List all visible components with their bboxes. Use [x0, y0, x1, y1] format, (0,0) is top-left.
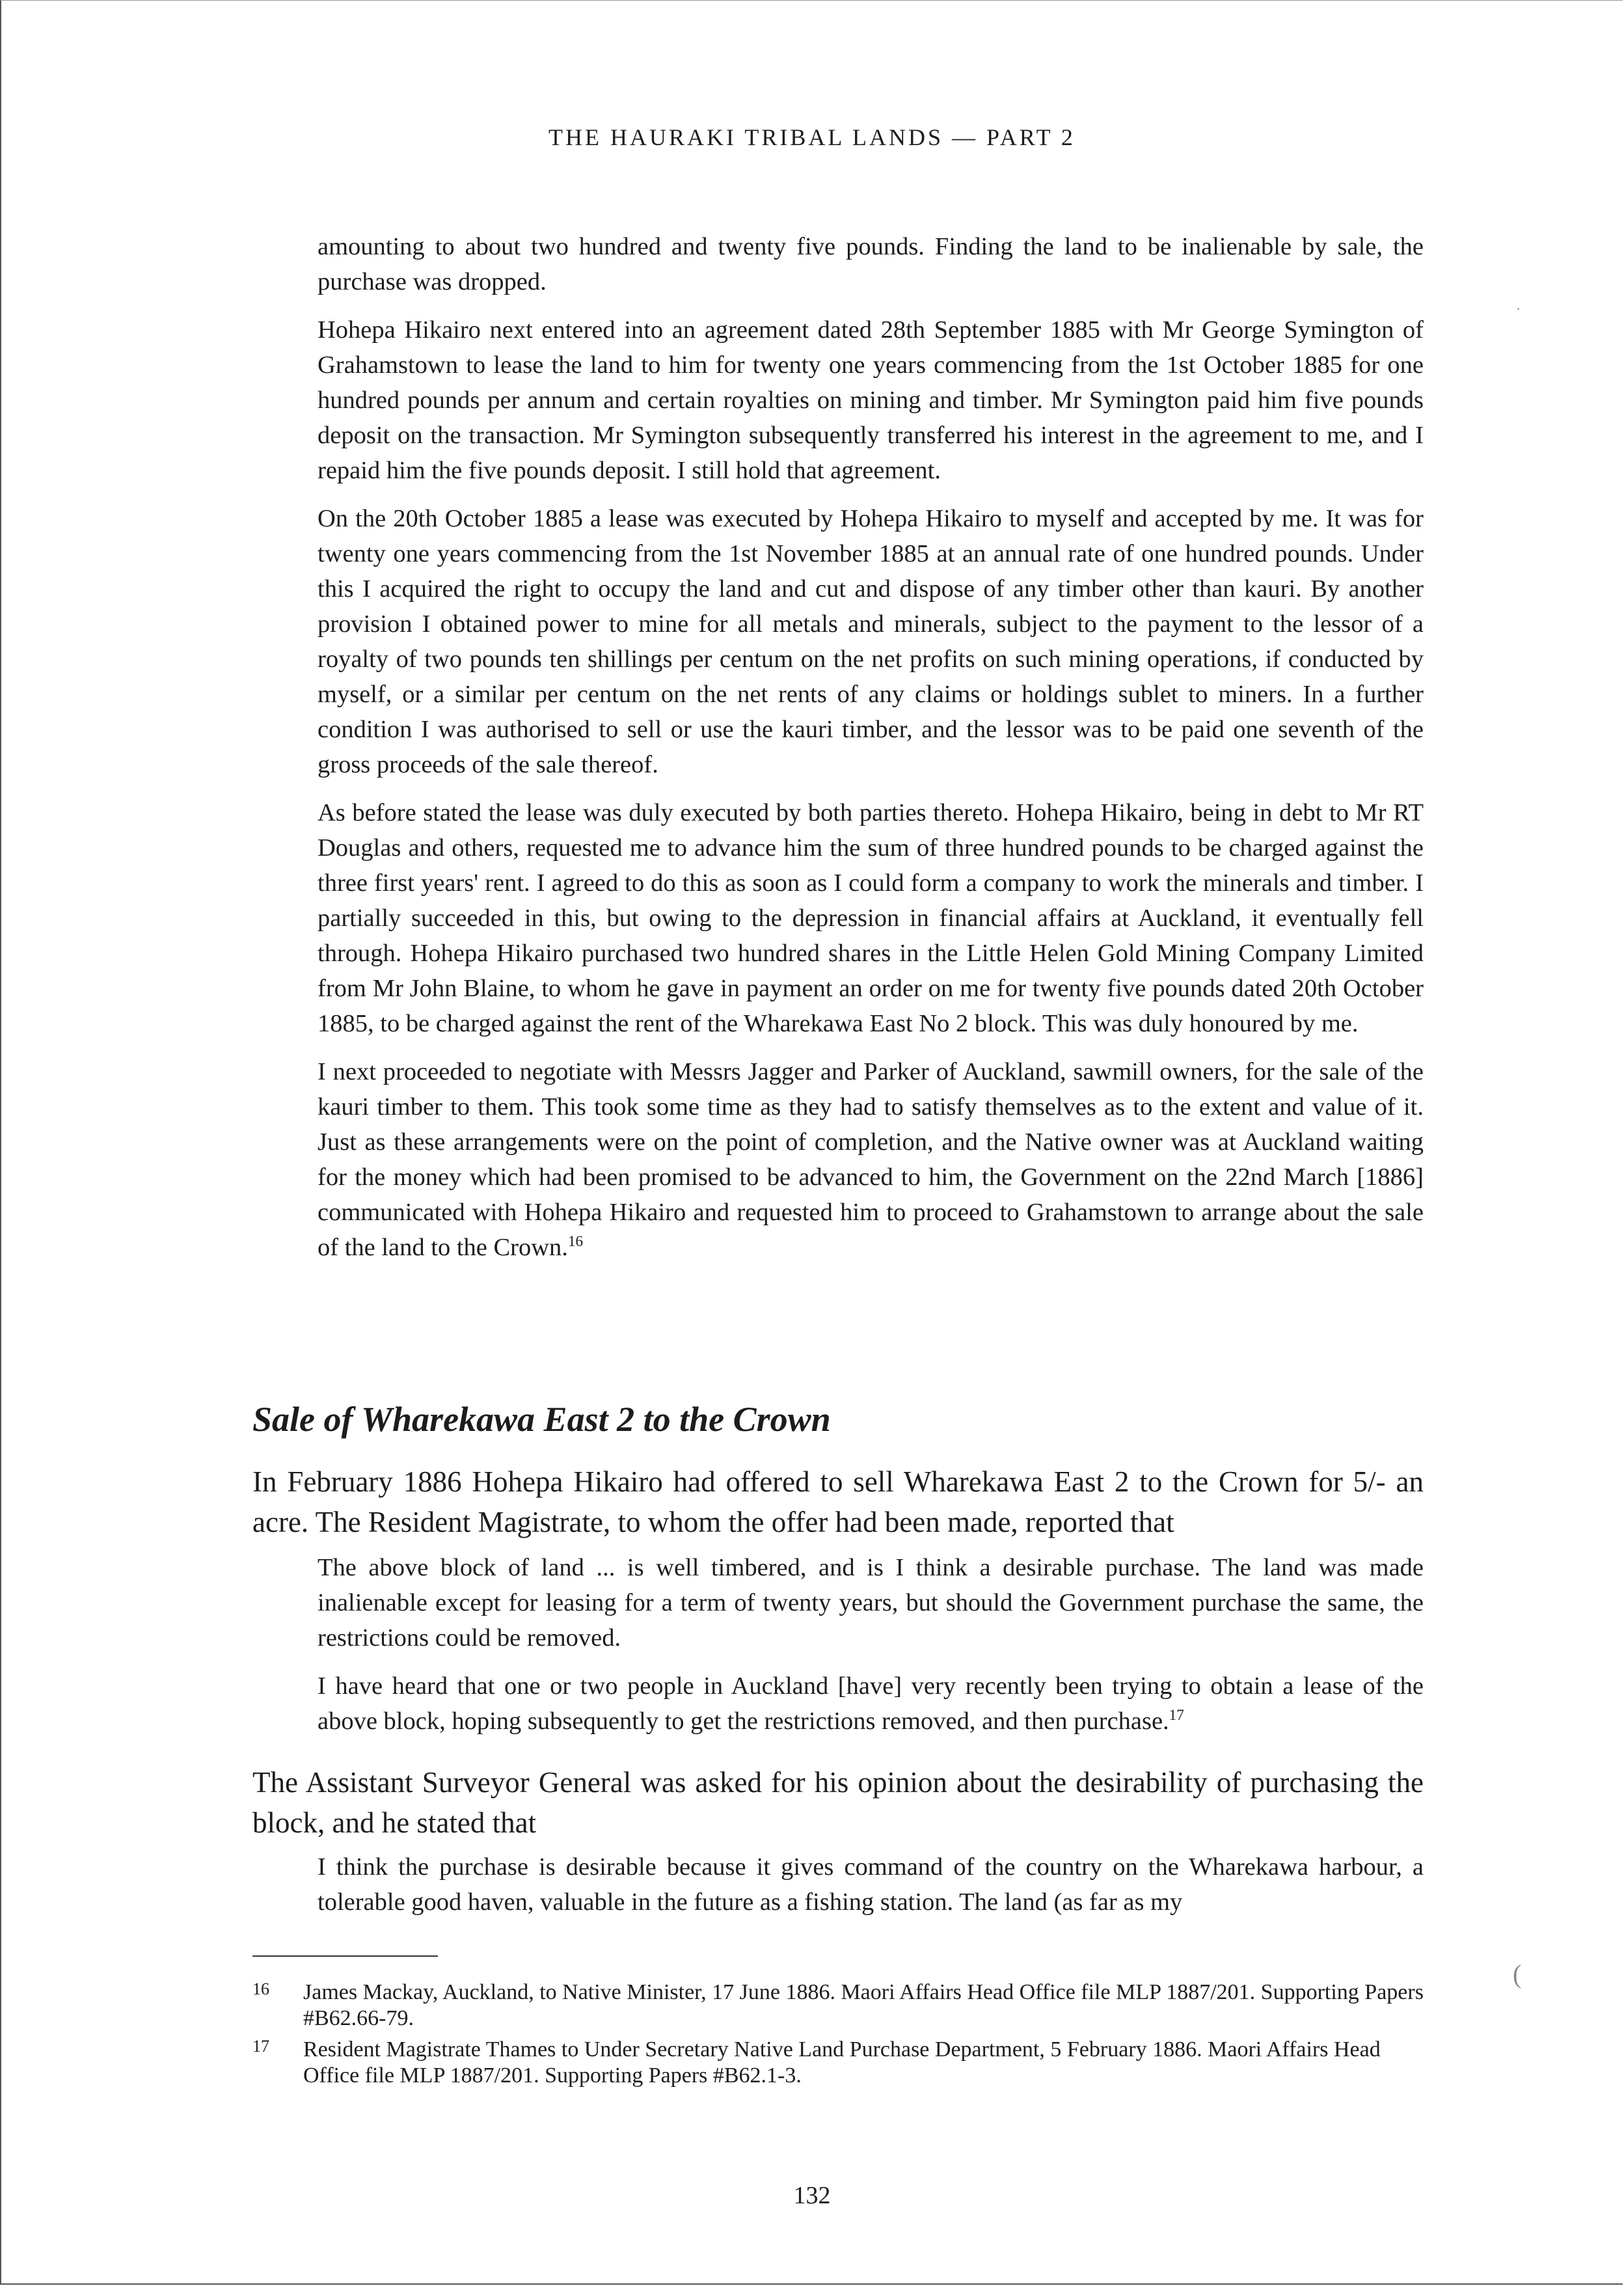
paragraph: As before stated the lease was duly executed by both parties thereto. Hohepa Hikairo, being in debt to Mr RT Douglas and others, requested me to advance him the sum of three hundred pounds to be charged against the three first years' rent. I agreed to do this as soon as I could form a company to work the minerals and timber. I partially succeeded in this, but owing to the depression in financial affairs at Auckland, it eventually fell through. Hohepa Hikairo purchased two hundred shares in the Little Helen Gold Mining Company Limited from Mr John Blaine, to whom he gave in payment an order on me for twenty five pounds dated 20th October 1885, to be charged against the rent of the Wharekawa East No 2 block. This was duly honoured by me.: [318, 799, 1424, 1037]
main-paragraph-2: [252, 1762, 1424, 1843]
footnote-text: Resident Magistrate Thames to Under Secretary Native Land Purchase Department, 5 February 1886. Maori Affairs Head Office file MLP 1887/201. Supporting Papers #B62.1-3.: [303, 2037, 1381, 2088]
paragraph: The Assistant Surveyor General was asked for his opinion about the desirability of purchasing the block, and he stated that: [252, 1766, 1424, 1839]
footnote-ref[interactable]: 17: [1169, 1706, 1184, 1724]
paragraph: On the 20th October 1885 a lease was executed by Hohepa Hikairo to myself and accepted by me. It was for twenty one years commencing from the 1st November 1885 at an annual rate of one hundred pounds. Under this I acquired the right to occupy the land and cut and dispose of any timber other than kauri. By another provision I obtained power to mine for all metals and minerals, subject to the payment to the lessor of a royalty of two pounds ten shillings per centum on the net profits on such mining operations, if conducted by myself, or a similar per centum on the net rents of any claims or holdings sublet to miners. In a further condition I was authorised to sell or use the kauri timber, and the lessor was to be paid one seventh of the gross proceeds of the sale thereof.: [318, 505, 1424, 778]
main-paragraph-1: [252, 1462, 1424, 1542]
paragraph: Hohepa Hikairo next entered into an agreement dated 28th September 1885 with Mr George Symington of Grahamstown to lease the land to him for twenty one years commencing from the 1st October 1885 for one hundred pounds per annum and certain royalties on mining and timber. Mr Symington paid him five pounds deposit on the transaction. Mr Symington subsequently transferred his interest in the agreement to me, and I repaid him the five pounds deposit. I still hold that agreement.: [318, 316, 1424, 484]
paragraph-text: I next proceeded to negotiate with Messrs Jagger and Parker of Auckland, sawmill owners, for the sale of the kauri timber to them. This took some time as they had to satisfy themselves as to the extent and value of it. Just as these arrangements were on the point of completion, and the Native owner was at Auckland waiting for the money which had been promised to be advanced to him, the Government on the 22nd March [1886] communicated with Hohepa Hikairo and requested him to proceed to Grahamstown to arrange about the sale of the land to the Crown.: [318, 1058, 1424, 1261]
quote-paragraph: I think the purchase is desirable because it gives command of the country on the Wharekawa harbour, a tolerable good haven, valuable in the future as a fishing station. The land (as far as my: [318, 1853, 1424, 1916]
paragraph: amounting to about two hundred and twenty five pounds. Finding the land to be inalienable by sale, the purchase was dropped.: [318, 233, 1424, 295]
quote-paragraph: The above block of land ... is well timbered, and is I think a desirable purchase. The land was made inalienable except for leasing for a term of twenty years, but should the Government purchase the same, the restrictions could be removed.: [318, 1554, 1424, 1652]
scan-mark: (: [1513, 1959, 1522, 1989]
footnote-ref[interactable]: 16: [567, 1232, 584, 1250]
footnote-text: James Mackay, Auckland, to Native Minister, 17 June 1886. Maori Affairs Head Office file MLP 1887/201. Supporting Papers #B62.66-79.: [303, 1980, 1424, 2030]
quote-paragraph: [318, 1668, 1424, 1739]
footnote: [252, 2037, 1424, 2089]
footnotes: [252, 1980, 1424, 2094]
footnote: [252, 1980, 1424, 2032]
paragraph: [318, 1054, 1424, 1265]
block-quote-1: [318, 1550, 1424, 1752]
page-number: 132: [793, 2182, 831, 2209]
scan-mark: ·: [1516, 301, 1521, 317]
paragraph: In February 1886 Hohepa Hikairo had offered to sell Wharekawa East 2 to the Crown for 5/- an acre. The Resident Magistrate, to whom the offer had been made, reported that: [252, 1465, 1424, 1538]
section-heading: Sale of Wharekawa East 2 to the Crown: [252, 1400, 831, 1439]
top-text-block: [318, 229, 1424, 1278]
footnote-rule: [252, 1955, 438, 1957]
footnote-number: 16: [252, 1980, 269, 1998]
block-quote-2: [318, 1849, 1424, 1933]
quote-text: I have heard that one or two people in Auckland [have] very recently been trying to obtain a lease of the above block, hoping subsequently to get the restrictions removed, and then purchase.: [318, 1672, 1424, 1735]
footnote-number: 17: [252, 2037, 269, 2056]
running-head: THE HAURAKI TRIBAL LANDS — PART 2: [548, 124, 1076, 150]
